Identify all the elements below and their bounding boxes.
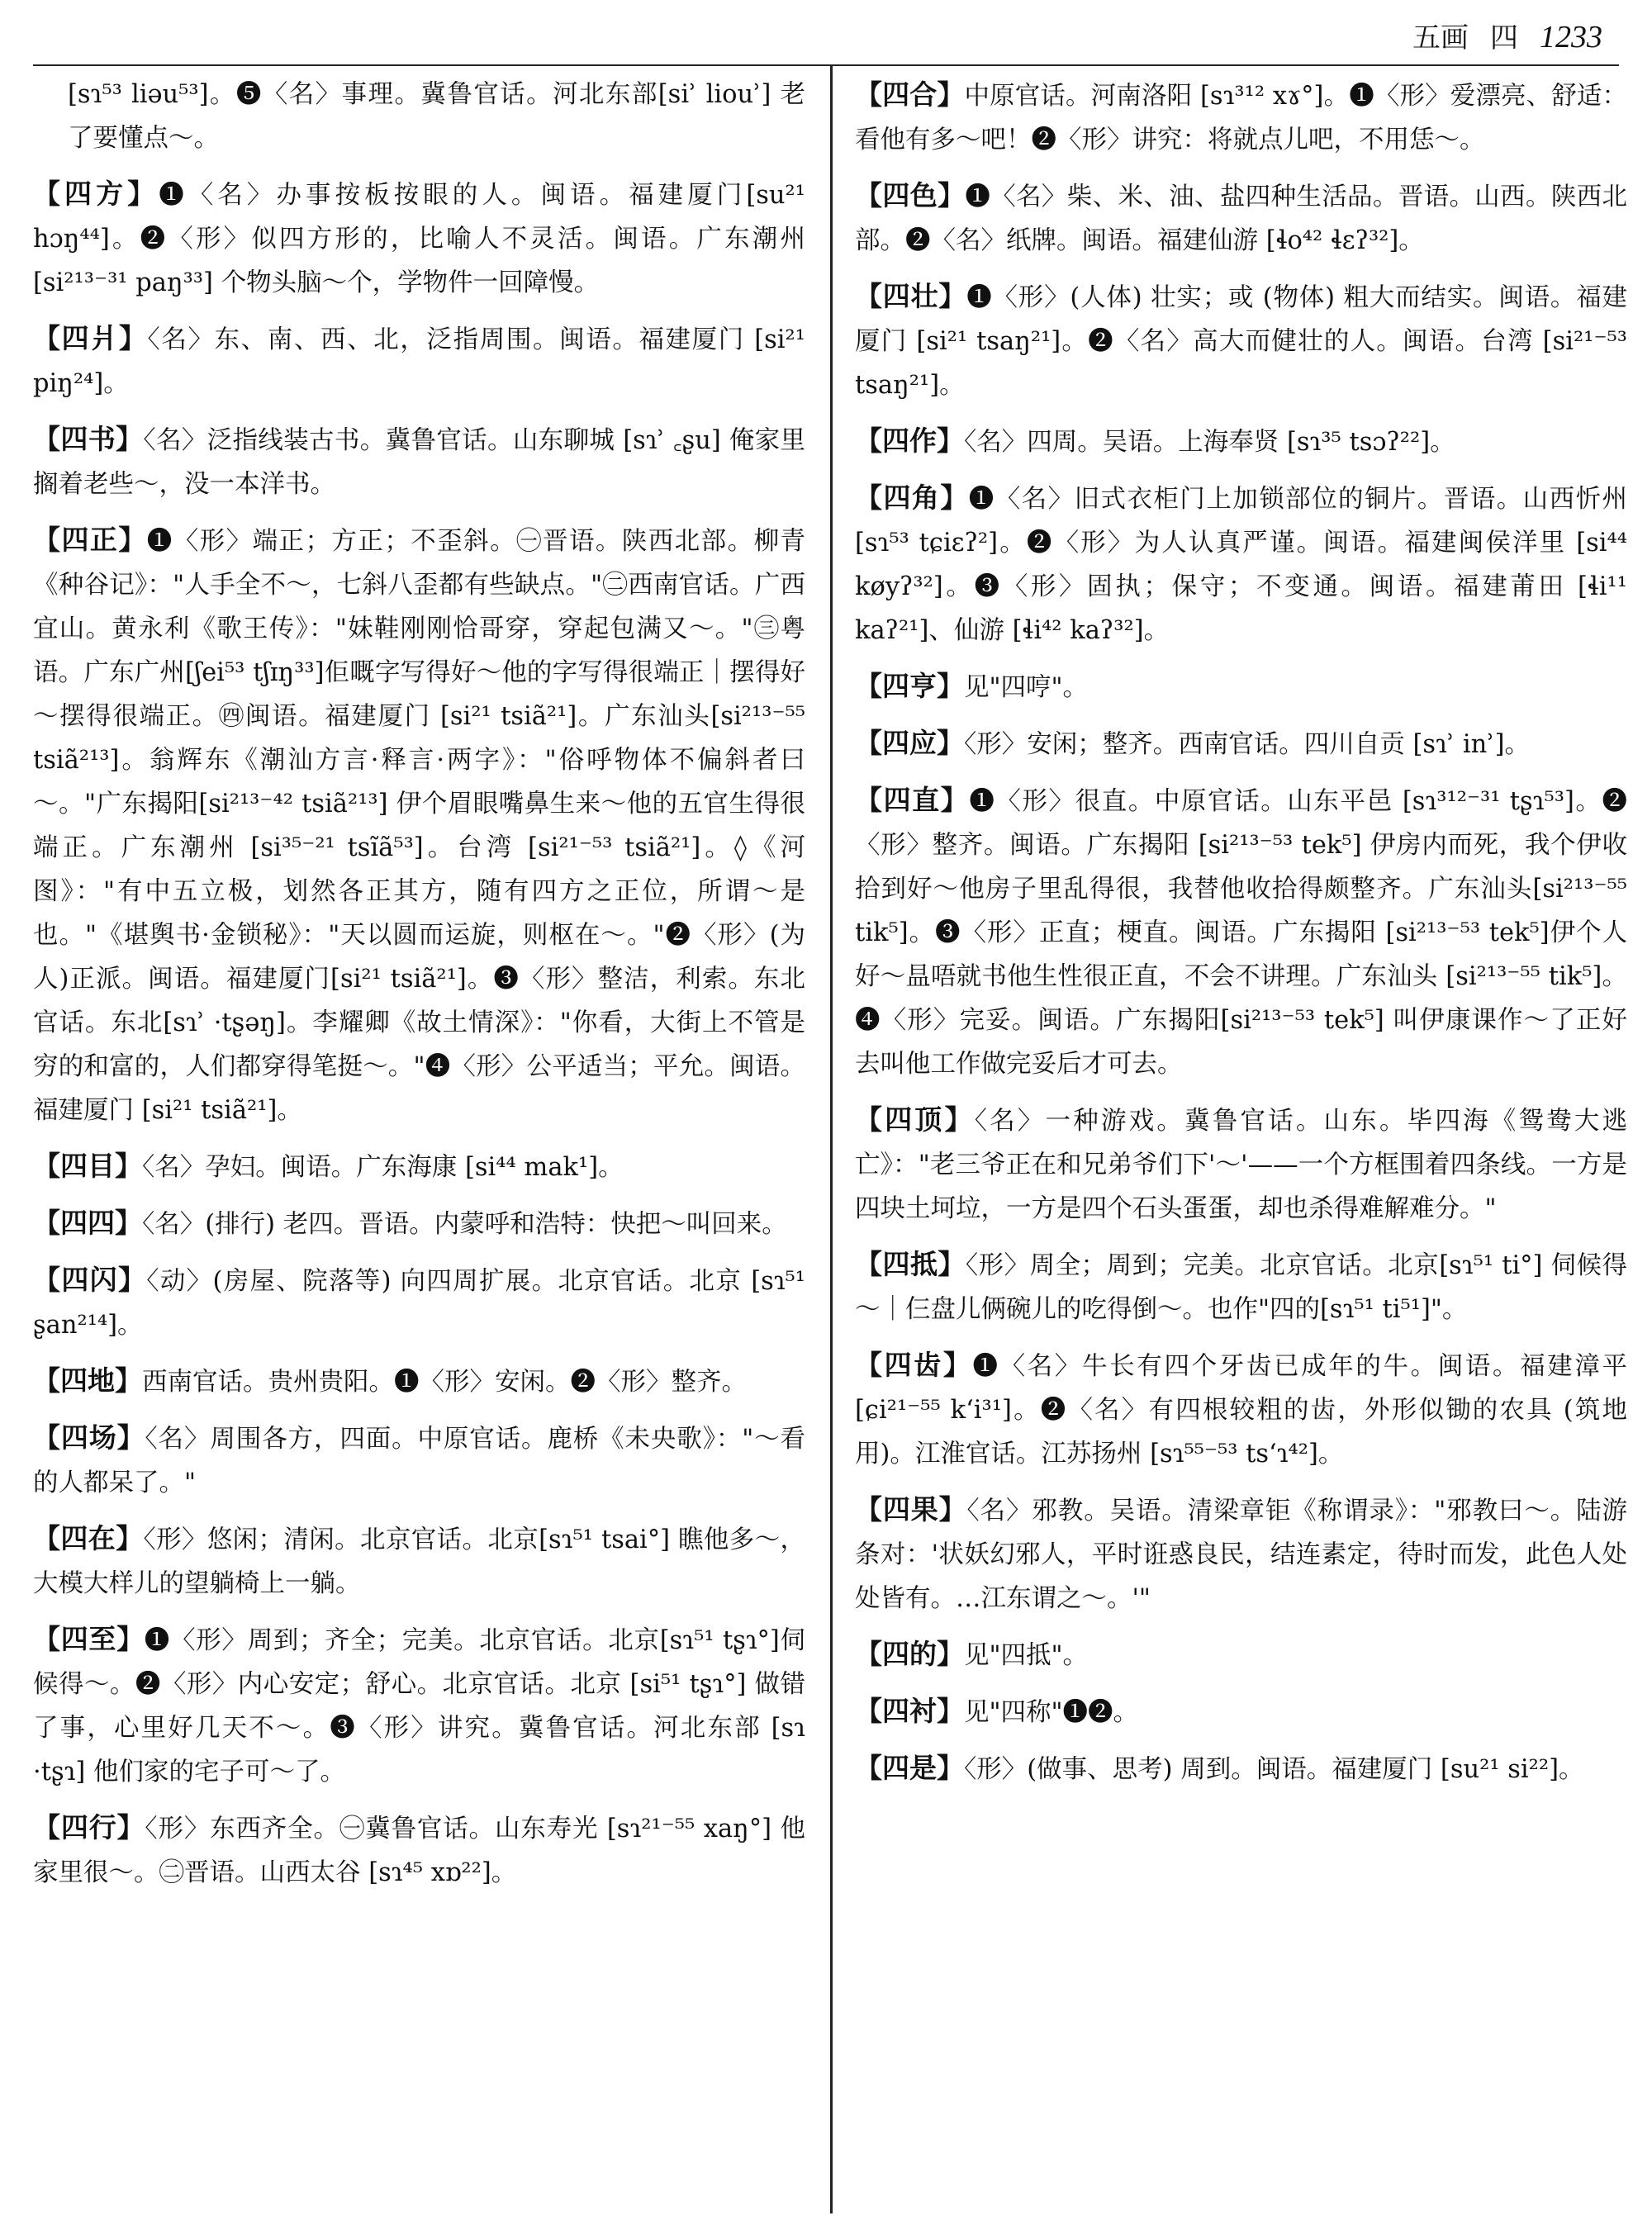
left-column <box>33 73 805 1906</box>
entry-headword: 【四壮】 <box>855 280 967 312</box>
dictionary-entry <box>855 1632 1627 1677</box>
entry-headword: 【四顶】 <box>855 1103 975 1136</box>
dictionary-entry <box>33 1805 805 1895</box>
entry-definition: ❶〈名〉柴、米、油、盐四种生活品。晋语。山西。陕西北部。❷〈名〉纸牌。闽语。福建仙游 [ɬo⁴² ɬɛʔ³²]。 <box>855 183 1628 255</box>
dictionary-entry <box>855 1689 1627 1734</box>
entry-headword: 【四正】 <box>33 524 147 556</box>
entry-headword: 【四目】 <box>33 1150 142 1182</box>
entry-definition: ❶〈形〉端正；方正；不歪斜。㊀晋语。陕西北部。柳青《种谷记》："人手全不～，七斜八歪都有些缺点。"㊁西南官话。广西宜山。黄永利《歌王传》："妹鞋刚刚恰哥穿，穿起包满又～。"㊂粤语。广东广州[ʃei⁵³ tʃɪŋ³³]佢嘅字写得好～他的字写得很端正｜摆得好～摆得很端正。㊃闽语。福建厦门 [si²¹ tsiã²¹]。广东汕头[si²¹³⁻⁵⁵ tsiã²¹³]。翁辉东《潮汕方言·释言·两字》："俗呼物体不偏斜者曰～。"广东揭阳[si²¹³⁻⁴² tsiã²¹³] 伊个眉眼嘴鼻生来～他的五官生得很端正。广东潮州 [si³⁵⁻²¹ tsĩã⁵³]。台湾 [si²¹⁻⁵³ tsiã²¹]。◊《河图》："有中五立极，划然各正其方，随有四方之正位，所谓～是也。"《堪舆书·金锁秘》："天以圆而运旋，则枢在～。"❷〈形〉(为人)正派。闽语。福建厦门[si²¹ tsiã²¹]。❸〈形〉整洁，利索。东北官话。东北[sɿʾ ·tʂəŋ]。李耀卿《故土情深》："你看，大街上不管是穷的和富的，人们都穿得笔挺～。"❹〈形〉公平适当；平允。闽语。福建厦门 [si²¹ tsiã²¹]。 <box>33 527 806 1125</box>
entry-definition: 中原官话。河南洛阳 [sɿ³¹² xɤ°]。❶〈形〉爱漂亮、舒适：看他有多～吧！❷〈形〉讲究：将就点儿吧，不用恁～。 <box>855 82 1628 154</box>
entry-definition: 〈形〉(做事、思考) 周到。闽语。福建厦门 [su²¹ si²²]。 <box>964 1755 1584 1784</box>
entry-headword: 【四角】 <box>855 482 969 514</box>
dictionary-entry <box>855 476 1627 652</box>
dictionary-entry <box>33 1359 805 1404</box>
entry-headword: 【四方】 <box>33 178 159 210</box>
entry-definition: 〈名〉东、南、西、北，泛指周围。闽语。福建厦门 [si²¹ piŋ²⁴]。 <box>33 325 805 398</box>
continued-entry <box>33 73 805 160</box>
entry-definition: ❶〈名〉办事按板按眼的人。闽语。福建厦门[su²¹ hɔŋ⁴⁴]。❷〈形〉似四方形的，比喻人不灵活。闽语。广东潮州 [si²¹³⁻³¹ paŋ³³] 个物头脑～个，学物件一回障慢。 <box>33 181 806 297</box>
entry-definition: 〈名〉泛指线装古书。冀鲁官话。山东聊城 [sɿʾ ꜀ʂu] 俺家里搁着老些～，没一本洋书。 <box>33 426 805 499</box>
entry-definition: 见"四称"❶❷。 <box>964 1698 1139 1727</box>
entry-headword: 【四作】 <box>855 425 964 457</box>
dictionary-entry <box>33 1416 805 1505</box>
entry-definition: 〈名〉一种游戏。冀鲁官话。山东。毕四海《鸳鸯大逃亡》："老三爷正在和兄弟爷们下'～'——一个方框围着四条线。一方是四块土坷垃，一方是四个石头蛋蛋，却也杀得难解难分。" <box>855 1107 1628 1223</box>
dictionary-entry <box>855 73 1627 162</box>
dictionary-entry <box>33 1144 805 1189</box>
entry-headword: 【四应】 <box>855 727 964 759</box>
entry-definition: 〈形〉周全；周到；完美。北京官话。北京[sɿ⁵¹ ti°] 伺候得～｜仨盘儿俩碗儿的吃得倒～。也作"四的[sɿ⁵¹ ti⁵¹]"。 <box>855 1251 1627 1324</box>
entry-definition: 〈名〉邪教。吴语。清梁章钜《称谓录》："邪教曰～。陆游条对：'状妖幻邪人，平时诳惑良民，结连素定，待时而发，此色人处处皆有。…江东谓之～。'" <box>855 1497 1627 1613</box>
entry-headword: 【四齿】 <box>855 1349 973 1381</box>
entry-headword: 【四是】 <box>855 1752 964 1784</box>
entry-definition: 〈名〉(排行) 老四。晋语。内蒙呼和浩特：快把～叫回来。 <box>142 1210 787 1239</box>
dictionary-entry <box>33 172 805 305</box>
entry-definition: 〈形〉安闲；整齐。西南官话。四川自贡 [sɿʾ inʾ]。 <box>964 730 1531 759</box>
entry-definition: 见"四抵"。 <box>964 1641 1089 1670</box>
dictionary-entry <box>33 1617 805 1794</box>
dictionary-entry <box>855 1746 1627 1791</box>
dictionary-entry <box>33 1201 805 1246</box>
section-label: 五画 <box>1412 21 1469 55</box>
dictionary-entry <box>33 1258 805 1347</box>
entry-definition: 〈形〉悠闲；清闲。北京官话。北京[sɿ⁵¹ tsai°] 瞧他多～，大模大样儿的望躺椅上一躺。 <box>33 1525 805 1598</box>
entry-definition: ❶〈名〉牛长有四个牙齿已成年的牛。闽语。福建漳平[ɕi²¹⁻⁵⁵ kʻi³¹]。❷〈名〉有四根较粗的齿，外形似锄的农具 (筑地用)。江淮官话。江苏扬州 [sɿ⁵⁵⁻⁵³ tsʻɿ⁴²]。 <box>855 1352 1628 1468</box>
entry-headword: 【四行】 <box>33 1811 145 1843</box>
entry-headword: 【四果】 <box>855 1493 967 1525</box>
entry-headword: 【四衬】 <box>855 1695 964 1727</box>
header-rule <box>33 64 1619 66</box>
entry-definition: 〈名〉四周。吴语。上海奉贤 [sɿ³⁵ tsɔʔ²²]。 <box>964 428 1455 457</box>
entry-headword: 【四的】 <box>855 1638 964 1670</box>
dictionary-entry <box>855 1487 1627 1620</box>
entry-headword: 【四合】 <box>855 78 965 111</box>
entry-definition: 见"四哼"。 <box>964 673 1089 702</box>
entry-headword: 【四抵】 <box>855 1248 966 1280</box>
page-header <box>1412 15 1602 55</box>
entry-definition: [sɿ⁵³ liəu⁵³]。❺〈名〉事理。冀鲁官话。河北东部[siʾ liouʾ] 老了要懂点～。 <box>68 80 805 153</box>
entry-definition: ❶〈名〉旧式衣柜门上加锁部位的铜片。晋语。山西忻州 [sɿ⁵³ tɕiɛʔ²]。❷〈形〉为人认真严谨。闽语。福建闽侯洋里 [si⁴⁴ køyʔ³²]。❸〈形〉固执；保守；不变通。闽语。福建莆田 [ɬi¹¹ kaʔ²¹]、仙游 [ɬi⁴² kaʔ³²]。 <box>855 485 1628 645</box>
entry-headword: 【四书】 <box>33 423 144 455</box>
dictionary-entry <box>855 274 1627 407</box>
dictionary-entry <box>33 316 805 406</box>
entry-headword: 【四场】 <box>33 1421 145 1454</box>
dictionary-entry <box>855 1098 1627 1231</box>
column-divider <box>830 66 833 2213</box>
entry-definition: ❶〈形〉周到；齐全；完美。北京官话。北京[sɿ⁵¹ tʂɿ°]伺候得～。❷〈形〉内心安定；舒心。北京官话。北京 [si⁵¹ tʂɿ°] 做错了事，心里好几天不～。❸〈形〉讲究。冀鲁官话。河北东部 [sɿ ·tʂɿ] 他们家的宅子可～了。 <box>33 1626 806 1786</box>
dictionary-entry <box>855 664 1627 709</box>
dictionary-entry <box>33 417 805 506</box>
dictionary-entry <box>855 173 1627 263</box>
dictionary-entry <box>855 419 1627 464</box>
entry-headword: 【四爿】 <box>33 322 148 354</box>
entry-headword: 【四地】 <box>33 1364 142 1397</box>
right-column <box>855 73 1627 1803</box>
dictionary-entry <box>855 1242 1627 1331</box>
entry-definition: 〈名〉孕妇。闽语。广东海康 [si⁴⁴ mak¹]。 <box>142 1153 624 1182</box>
dictionary-entry <box>855 721 1627 766</box>
entry-headword: 【四至】 <box>33 1623 145 1655</box>
entry-definition: 〈名〉周围各方，四面。中原官话。鹿桥《未央歌》："～看的人都呆了。" <box>33 1425 805 1497</box>
dictionary-entry <box>855 1343 1627 1476</box>
dictionary-entry <box>33 1516 805 1606</box>
page-number: 1233 <box>1540 20 1602 55</box>
dictionary-entry <box>855 778 1627 1086</box>
entry-definition: 〈形〉东西齐全。㊀冀鲁官话。山东寿光 [sɿ²¹⁻⁵⁵ xaŋ°] 他家里很～。㊁晋语。山西太谷 [sɿ⁴⁵ xɒ²²]。 <box>33 1815 806 1887</box>
entry-headword: 【四亨】 <box>855 670 964 702</box>
entry-definition: ❶〈形〉很直。中原官话。山东平邑 [sɿ³¹²⁻³¹ tʂɿ⁵³]。❷〈形〉整齐。闽语。广东揭阳 [si²¹³⁻⁵³ tek⁵] 伊房内而死，我个伊收拾到好～他房子里乱得很，我替他收拾得颇整齐。广东汕头[si²¹³⁻⁵⁵ tik⁵]。❸〈形〉正直；梗直。闽语。广东揭阳 [si²¹³⁻⁵³ tek⁵]伊个人好～昷唔就书他生性很正直，不会不讲理。广东汕头 [si²¹³⁻⁵⁵ tik⁵]。❹〈形〉完妥。闽语。广东揭阳[si²¹³⁻⁵³ tek⁵] 叫伊康课作～了正好去叫他工作做完妥后才可去。 <box>855 787 1628 1079</box>
entry-headword: 【四色】 <box>855 179 966 211</box>
entry-headword: 【四四】 <box>33 1207 142 1239</box>
entry-definition: 〈动〉(房屋、院落等) 向四周扩展。北京官话。北京 [sɿ⁵¹ ʂan²¹⁴]。 <box>33 1267 806 1340</box>
entry-definition: ❶〈形〉(人体) 壮实；或 (物体) 粗大而结实。闽语。福建厦门 [si²¹ tsaŋ²¹]。❷〈名〉高大而健壮的人。闽语。台湾 [si²¹⁻⁵³ tsaŋ²¹]。 <box>855 283 1627 400</box>
dictionary-entry <box>33 518 805 1132</box>
entry-headword: 【四闪】 <box>33 1264 147 1296</box>
head-character: 四 <box>1490 21 1518 55</box>
entry-headword: 【四在】 <box>33 1522 144 1554</box>
entry-headword: 【四直】 <box>855 784 970 816</box>
entry-definition: 西南官话。贵州贵阳。❶〈形〉安闲。❷〈形〉整齐。 <box>142 1368 747 1397</box>
